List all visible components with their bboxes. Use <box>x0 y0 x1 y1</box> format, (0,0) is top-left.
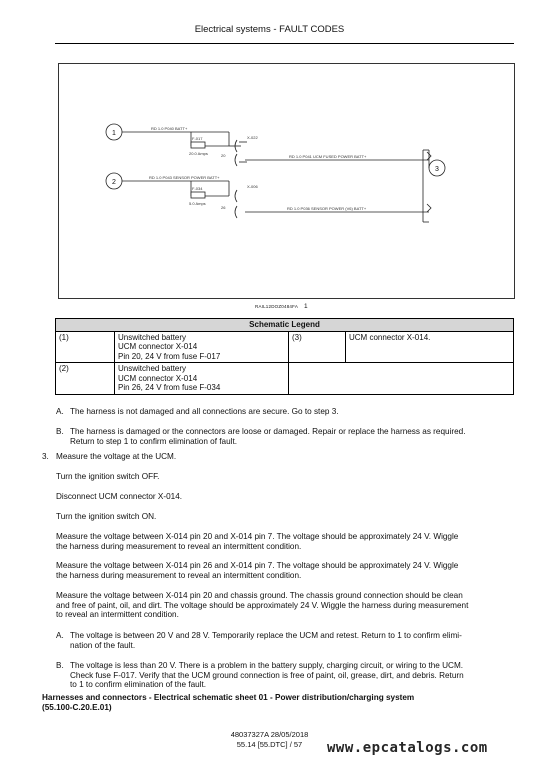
page-header-title: Electrical systems - FAULT CODES <box>194 24 345 35</box>
fuse-f034 <box>191 192 205 198</box>
svg-text:F-017: F-017 <box>192 136 203 141</box>
option-A2-label: A. <box>56 631 64 640</box>
svg-text:5.0 Amps: 5.0 Amps <box>189 201 206 206</box>
option-A2-text: The voltage is between 20 V and 28 V. Temporarily replace the UCM and retest. Return to 1 to confirm elimi- nation of the fault. <box>70 631 462 650</box>
table-row: (2) Unswitched battery UCM connector X-014 Pin 26, 24 V from fuse F-034 <box>56 363 514 395</box>
instruction-text: Measure the voltage between X-014 pin 20 and chassis ground. The chassis ground connection should be clean and free of paint, oil, and dirt. The voltage should be approximately 24 V. Wiggle the harness during measurement to reveal an intermittent condition. <box>56 591 469 620</box>
option-B1-text: The harness is damaged or the connectors are loose or damaged. Repair or replace the harness as required. Return to step 1 to confirm elimination of fault. <box>70 427 466 446</box>
step-3-label: 3. <box>42 452 49 461</box>
svg-text:X-006: X-006 <box>247 184 258 189</box>
callout-1-label: 1 <box>112 130 116 137</box>
instruction-text: Disconnect UCM connector X-014. <box>56 492 183 501</box>
svg-text:26: 26 <box>221 205 226 210</box>
watermark: www.epcatalogs.com <box>327 740 488 756</box>
cross-reference-link[interactable]: Harnesses and connectors - Electrical schematic sheet 01 - Power distribution/charging system (55.100-C.20.E.01) <box>42 693 415 712</box>
electrical-schematic <box>58 63 515 299</box>
option-B2-text: The voltage is less than 20 V. There is a problem in the battery supply, charging circuit, or wiring to the UCM. Check fuse F-017. Verify that the UCM ground connection is free of paint, oil, grease, dirt, and debris. Return to 1 to confirm elimination of the fault. <box>70 661 464 690</box>
fuse-f017 <box>191 142 205 148</box>
page-footer: 48037327A 28/05/2018 55.14 [55.DTC] / 57 <box>230 730 309 749</box>
option-A1-text: The harness is not damaged and all connections are secure. Go to step 3. <box>70 407 339 416</box>
table-row: (1) Unswitched battery UCM connector X-014 Pin 20, 24 V from fuse F-017 (3) UCM connector X-014. <box>56 331 514 363</box>
svg-text:20: 20 <box>221 153 226 158</box>
svg-text:RD 1.0 P043 SENSOR POWER BATT+: RD 1.0 P043 SENSOR POWER BATT+ <box>149 175 220 180</box>
option-B2-label: B. <box>56 661 64 670</box>
figure-id: RAIL12DOZ0484FA 1 <box>255 303 308 310</box>
option-B1-label: B. <box>56 427 64 436</box>
callout-3-label: 3 <box>435 166 439 173</box>
schematic-legend-table <box>55 318 514 395</box>
option-A1-label: A. <box>56 407 64 416</box>
svg-text:X-022: X-022 <box>247 135 258 140</box>
header-rule <box>55 43 514 44</box>
svg-text:20.0 Amps: 20.0 Amps <box>189 151 208 156</box>
svg-text:RD 1.0 P041 UCM FUSED POWER BA: RD 1.0 P041 UCM FUSED POWER BATT+ <box>289 154 367 159</box>
instruction-text: Turn the ignition switch OFF. <box>56 472 160 481</box>
svg-text:RD 1.0 P040 BATT+: RD 1.0 P040 BATT+ <box>151 126 188 131</box>
step-3-text: Measure the voltage at the UCM. <box>56 452 177 461</box>
callout-2-label: 2 <box>112 179 116 186</box>
svg-text:RD 1.0 P036 SENSOR POWER (V6): RD 1.0 P036 SENSOR POWER (V6) BATT+ <box>287 206 367 211</box>
schematic-drawing <box>59 64 514 298</box>
legend-heading: Schematic Legend <box>56 319 514 332</box>
instruction-text: Measure the voltage between X-014 pin 20 and X-014 pin 7. The voltage should be approximately 24 V. Wiggle the harness during measurement to reveal an intermittent condition. <box>56 532 459 551</box>
instruction-text: Measure the voltage between X-014 pin 26 and X-014 pin 7. The voltage should be approximately 24 V. Wiggle the harness during measurement to reveal an intermittent condition. <box>56 561 459 580</box>
instruction-text: Turn the ignition switch ON. <box>56 512 157 521</box>
svg-text:F-034: F-034 <box>192 186 203 191</box>
